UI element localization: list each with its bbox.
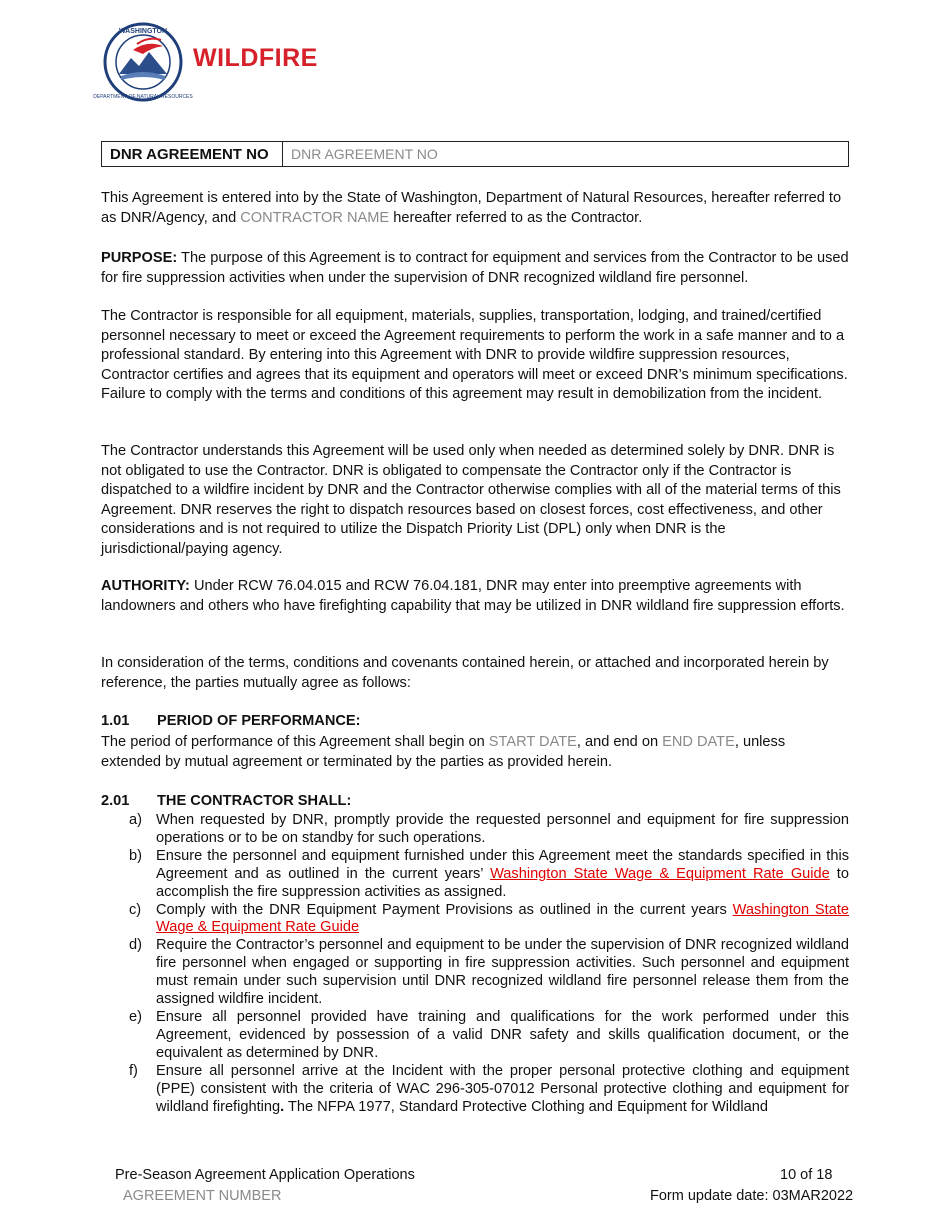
section-2-01-heading: 2.01 THE CONTRACTOR SHALL: <box>101 793 352 809</box>
list-item: e) Ensure all personnel provided have training and qualifications for the work performed under this Agreement, evidenced by possession of a valid DNR safety and skills qualification document, or the equivalent as determined by DNR. <box>129 1008 849 1061</box>
rate-guide-link[interactable]: Washington State Wage & Equipment Rate Guide <box>156 901 850 936</box>
list-item: a) When requested by DNR, promptly provide the requested personnel and equipment for fire suppression operations or to be on standby for such operations. <box>129 812 849 846</box>
contractor-name-field[interactable]: CONTRACTOR NAME <box>240 209 390 226</box>
consideration-paragraph: In consideration of the terms, conditions and covenants contained herein, or attached and incorporated herein by reference, the parties mutually agree as follows: <box>101 655 829 691</box>
dnr-seal-logo <box>93 22 193 102</box>
rate-guide-link[interactable]: Washington State Wage & Equipment Rate Guide <box>490 865 830 882</box>
logo-ring-top: WASHINGTON <box>118 28 168 35</box>
authority-label: AUTHORITY: <box>101 578 190 594</box>
footer-agreement-number[interactable]: AGREEMENT NUMBER <box>123 1188 282 1204</box>
list-item: d) Require the Contractor’s personnel and equipment to be under the supervision of DNR recognized wildland fire personnel when engaged or supporting in fire suppression activities. Such personnel and equipment must remain under such supervision until DNR recognized wildland fire personnel release them from the assigned wildfire incident. <box>129 937 849 1008</box>
period-paragraph: The period of performance of this Agreement shall begin on START DATE, and end on END DATE, unless extended by mutual agreement or terminated by the parties as provided herein. <box>101 734 786 770</box>
purpose-label: PURPOSE: <box>101 250 178 266</box>
understanding-paragraph: The Contractor understands this Agreement will be used only when needed as determined solely by DNR. DNR is not obligated to use the Contractor. DNR is obligated to compensate the Contractor only if the Contractor is dispatched to a wildfire incident by DNR and the Contractor otherwise complies with all of the material terms of this Agreement. DNR reserves the right to dispatch resources based on closest forces, cost effectiveness, and other considerations and is not required to utilize the Dispatch Priority List (DPL) only when DNR is the jurisdictional/paying agency. <box>101 443 841 557</box>
agreement-number-label: DNR AGREEMENT NO <box>102 142 283 166</box>
footer-doc-title: Pre-Season Agreement Application Operations <box>115 1167 415 1183</box>
contractor-obligations-list <box>129 812 849 1116</box>
list-item: c) Comply with the DNR Equipment Payment Provisions as outlined in the current years Washington State Wage & Equipment Rate Guide <box>129 901 850 936</box>
agreement-number-field[interactable]: DNR AGREEMENT NO <box>291 146 438 162</box>
authority-paragraph: AUTHORITY: Under RCW 76.04.015 and RCW 76.04.181, DNR may enter into preemptive agreements with landowners and others who have firefighting capability that may be utilized in DNR wildland fire suppression efforts. <box>101 578 845 614</box>
page-number: 10 of 18 <box>780 1167 833 1183</box>
purpose-paragraph: PURPOSE: The purpose of this Agreement is to contract for equipment and services from the Contractor to be used for fire suppression activities when under the supervision of DNR recognized wildland fire personnel. <box>101 250 849 286</box>
logo-ring-bottom: DEPARTMENT OF NATURAL RESOURCES <box>93 94 193 100</box>
list-item: b) Ensure the personnel and equipment furnished under this Agreement meet the standards specified in this Agreement and as outlined in the current years’ Washington State Wage & Equipment Rate Guide to accomplish the fire suppression activities as assigned. <box>129 847 849 900</box>
agreement-number-box <box>101 141 849 167</box>
end-date-field[interactable]: END DATE <box>662 734 735 750</box>
intro-paragraph: This Agreement is entered into by the State of Washington, Department of Natural Resources, hereafter referred to as DNR/Agency, and CONTRACTOR NAME hereafter referred to as the Contractor. <box>101 190 842 226</box>
responsibility-paragraph: The Contractor is responsible for all equipment, materials, supplies, transportation, lodging, and trained/certified personnel necessary to meet or exceed the Agreement requirements to perform the work in a safe manner and to a professional standard. By entering into this Agreement with DNR to provide wildfire suppression resources, Contractor certifies and agrees that its equipment and operators will meet or exceed DNR’s minimum specifications. Failure to comply with the terms and conditions of this agreement may result in demobilization from the incident. <box>101 308 848 402</box>
list-item: f) Ensure all personnel arrive at the Incident with the proper personal protective clothing and equipment (PPE) consistent with the criteria of WAC 296-305-07012 Personal protective clothing and equipment for wildland firefighting. The NFPA 1977, Standard Protective Clothing and Equipment for Wildland <box>129 1062 849 1115</box>
form-update-date: Form update date: 03MAR2022 <box>650 1188 854 1204</box>
start-date-field[interactable]: START DATE <box>488 734 577 750</box>
logo-wordmark: WILDFIRE <box>193 44 318 72</box>
section-1-01-heading: 1.01 PERIOD OF PERFORMANCE: <box>101 713 361 729</box>
